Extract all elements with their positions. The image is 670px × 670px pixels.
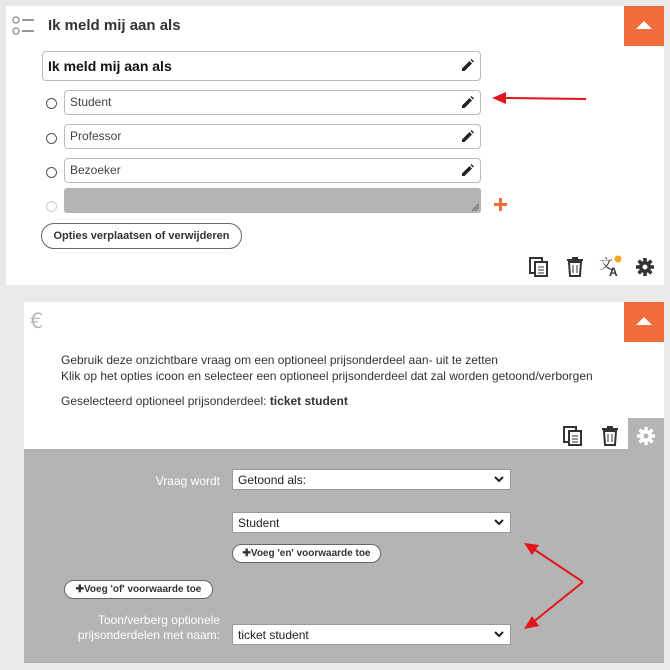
selected-label: Geselecteerd optioneel prijsonderdeel: (61, 394, 267, 408)
svg-text:文: 文 (599, 257, 613, 273)
move-options-button[interactable]: Opties verplaatsen of verwijderen (41, 223, 242, 249)
gear-icon[interactable] (636, 426, 656, 446)
chevron-down-icon (494, 629, 504, 639)
question-card-1 (6, 6, 664, 285)
info-line-1: Gebruik deze onzichtbare vraag om een optioneel prijsonderdeel aan- uit te zetten (61, 353, 498, 367)
new-option-radio (46, 201, 57, 212)
chevron-down-icon (494, 474, 504, 484)
vraag-wordt-select[interactable]: Getoond als: (232, 469, 511, 490)
svg-text:A: A (609, 265, 618, 277)
pencil-icon[interactable] (461, 59, 474, 72)
option-radio[interactable] (46, 133, 57, 144)
translate-icon[interactable] (599, 255, 623, 277)
plus-icon[interactable] (494, 198, 507, 211)
collapse-button[interactable] (624, 302, 664, 342)
option-field[interactable] (64, 124, 481, 149)
pencil-icon[interactable] (461, 130, 474, 143)
trash-icon[interactable] (566, 257, 584, 277)
gear-icon[interactable] (635, 257, 655, 277)
condition-select[interactable]: Student (232, 512, 511, 533)
info-line-2: Klik op het opties icoon en selecteer een optioneel prijsonderdeel dat zal worden getoond/verborgen (61, 369, 593, 383)
vraag-wordt-label: Vraag wordt (155, 474, 220, 488)
svg-text:€: € (30, 310, 44, 332)
question-text: Ik meld mij aan als (48, 58, 172, 74)
option-radio[interactable] (46, 167, 57, 178)
price-part-select[interactable]: ticket student (232, 624, 511, 645)
option-label: Professor (70, 129, 122, 143)
plus-icon: ✚ (242, 548, 251, 559)
selected-value: ticket student (269, 394, 348, 408)
question-text-field[interactable] (42, 51, 481, 81)
add-or-condition-button[interactable]: ✚Voeg 'of' voorwaarde toe (64, 580, 213, 599)
option-radio[interactable] (46, 98, 57, 109)
new-option-input[interactable] (64, 188, 481, 213)
copy-icon[interactable] (529, 257, 549, 277)
settings-tab[interactable] (628, 418, 664, 449)
pencil-icon[interactable] (461, 164, 474, 177)
selected-price-part (61, 394, 348, 408)
copy-icon[interactable] (563, 426, 583, 446)
toon-verberg-label: Toon/verberg optionele prijsonderdelen met naam: (77, 613, 220, 642)
add-and-condition-button[interactable]: ✚Voeg 'en' voorwaarde toe (232, 544, 381, 563)
question-title: Ik meld mij aan als (48, 17, 181, 34)
collapse-button[interactable] (624, 6, 664, 46)
option-field[interactable] (64, 90, 481, 115)
euro-icon (29, 310, 49, 332)
list-icon (12, 15, 36, 37)
option-label: Student (70, 95, 112, 109)
chevron-down-icon (494, 517, 504, 527)
annotation-arrow (490, 88, 590, 108)
option-field[interactable] (64, 158, 481, 183)
plus-icon: ✚ (75, 584, 84, 595)
trash-icon[interactable] (601, 426, 619, 446)
option-label: Bezoeker (70, 163, 121, 177)
pencil-icon[interactable] (461, 96, 474, 109)
annotation-arrows (520, 535, 590, 635)
